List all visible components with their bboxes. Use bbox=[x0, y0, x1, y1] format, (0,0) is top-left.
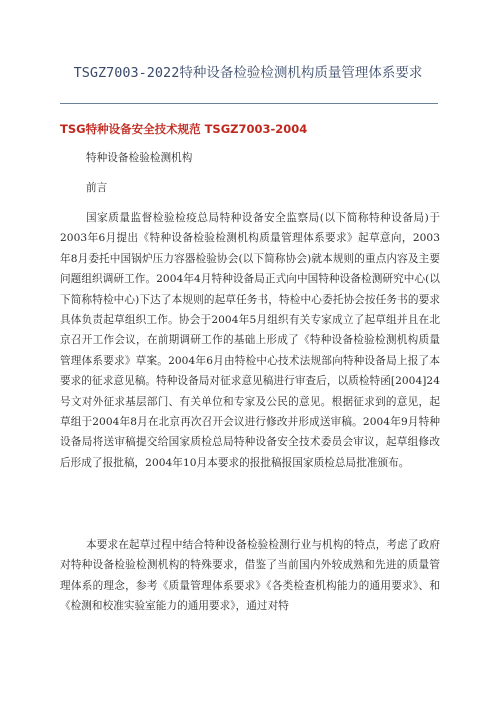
regulation-subtitle: TSG特种设备安全技术规范 TSGZ7003-2004 bbox=[60, 122, 308, 136]
document-title: TSGZ7003-2022特种设备检验检测机构质量管理体系要求 bbox=[73, 65, 423, 81]
body-paragraph-2: 本要求在起草过程中结合特种设备检验检测行业与机构的特点，考虑了政府对特种设备检验检测机构的特殊要求，借鉴了当前国内外较成熟和先进的质量管理体系的理念，参考《质量管理体系要求》《各类检查机构能力的通用要求》、和《检测和校准实验室能力的通用要求》，通过对特 bbox=[60, 539, 440, 613]
title-divider bbox=[60, 103, 438, 104]
organization-line: 特种设备检验检测机构 bbox=[86, 152, 193, 164]
body-paragraph-1: 国家质量监督检验检疫总局特种设备安全监察局(以下简称特种设备局)于2003年6月提出《特种设备检验检测机构质量管理体系要求》起草意向，2003年8月委托中国锅炉压力容器检验协会(以下简称协会)就本规则的重点内容及主要问题组织调研工作。2004年4月特种设备局正式向中国特种设备检测研究中心(以下简称特检中心)下达了本规则的起草任务书，特检中心委托协会按任务书的要求具体负责起草组织工作。协会于2004年5月组织有关专家成立了起草组并且在北京召开工作会议，在前期调研工作的基础上形成了《特种设备检验检测机构质量管理体系要求》草案。2004年6月由特检中心技术法规部向特种设备局上报了本要求的征求意见稿。特种设备局对征求意见稿进行审查后，以质检特函[2004]24号文对外征求基层部门、有关单位和专家及公民的意见。根据征求到的意见，起草组于2004年8月在北京再次召开会议进行修改并形成送审稿。2004年9月特种设备局将送审稿提交给国家质检总局特种设备安全技术委员会审议，起草组修改后形成了报批稿，2004年10月本要求的报批稿报国家质检总局批准颁布。 bbox=[60, 212, 440, 469]
preface-heading: 前言 bbox=[86, 182, 108, 194]
